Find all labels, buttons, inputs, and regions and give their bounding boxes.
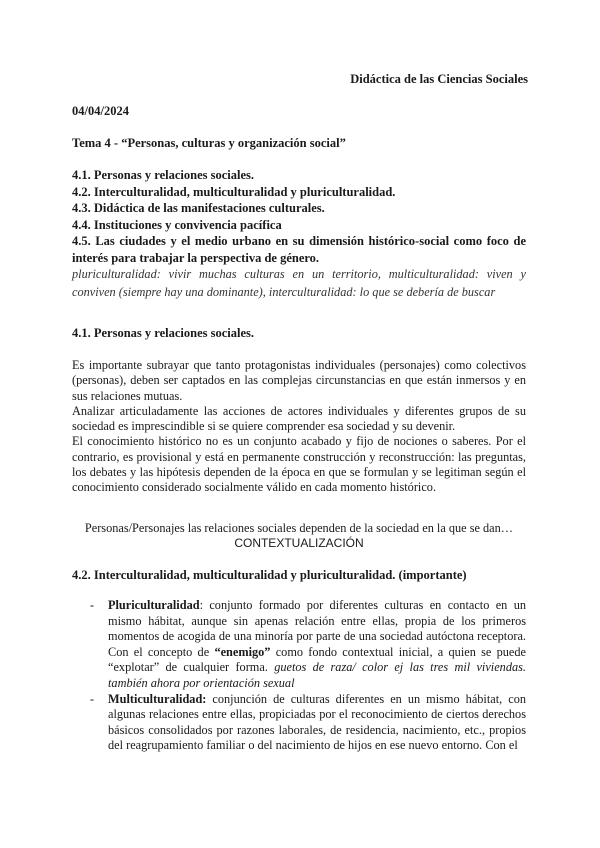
section-heading: 4.2. Interculturalidad, multiculturalidad y pluriculturalidad. (importante) <box>72 568 467 582</box>
section-body <box>72 358 526 496</box>
toc-item: 4.4. Instituciones y convivencia pacífica <box>72 217 282 232</box>
list-item <box>90 692 526 754</box>
definition-text: : conjunto formado por diferentes culturas en contacto en un mismo hábitat, aunque sin apenas relación entre ellas, propia de los primeros momentos de acogida de una minoría por parte de una sociedad autóctona receptora. Con el concepto de <box>108 598 526 659</box>
topic-title: Tema 4 - “Personas, culturas y organización social” <box>72 136 346 150</box>
definition-text: como fondo contextual inicial, a quien se puede “explotar” de cualquier forma. <box>108 644 526 675</box>
italic-note: guetos de raza/ color ej las tres mil viviendas. también ahora por orientación sexual <box>108 660 526 690</box>
bullet-dash: - <box>90 598 95 612</box>
term: Multiculturalidad: <box>108 691 207 706</box>
list-item <box>90 598 526 692</box>
course-header: Didáctica de las Ciencias Sociales <box>350 72 528 86</box>
toc-item: 4.3. Didáctica de las manifestaciones culturales. <box>72 201 325 216</box>
toc-item: 4.2. Interculturalidad, multiculturalidad y pluriculturalidad. <box>72 184 396 199</box>
definition-list <box>90 598 526 754</box>
date: 04/04/2024 <box>72 104 129 118</box>
handwritten-note: pluriculturalidad: vivir muchas culturas en un territorio, multiculturalidad: viven y conviven (siempre hay una dominante), interculturalidad: lo que se debería de buscar <box>72 267 526 299</box>
toc-item: 4.5. Las ciudades y el medio urbano en su dimensión histórico-social como foco de interés para trabajar la perspectiva de género. <box>72 234 526 265</box>
paragraph: El conocimiento histórico no es un conjunto acabado y fijo de nociones o saberes. Por el contrario, es provisional y está en permanente construcción y reconstrucción: las preguntas, los debates y las hipótesis dependen de la época en que se formulan y se legitiman según el conocimiento considerado socialmente válido en cada momento histórico. <box>72 434 526 495</box>
table-of-contents <box>72 167 526 267</box>
contextualization-label: CONTEXTUALIZACIÓN <box>234 535 364 550</box>
paragraph: Analizar articuladamente las acciones de actores individuales y diferentes grupos de su sociedad es imprescindible si se quiere comprender esa sociedad y su devenir. <box>72 403 526 434</box>
definition-text: conjunción de culturas diferentes en un mismo hábitat, con algunas relaciones entre ellas, propiciadas por el reconocimiento de ciertos derechos básicos consolidados por razones laborales, de residencia, nacimiento, etc., propios del reagrupamiento familiar o del nacimiento de hijos en ese nuevo entorno. Con el <box>108 691 526 753</box>
emphasis: “enemigo” <box>214 644 271 659</box>
toc-item: 4.1. Personas y relaciones sociales. <box>72 168 255 182</box>
section-heading: 4.1. Personas y relaciones sociales. <box>72 326 255 340</box>
centered-note <box>72 521 526 550</box>
term: Pluriculturalidad <box>108 598 200 612</box>
bullet-dash: - <box>90 691 95 706</box>
centered-line: Personas/Personajes las relaciones sociales dependen de la sociedad en la que se dan… <box>84 521 514 535</box>
paragraph: Es importante subrayar que tanto protagonistas individuales (personajes) como colectivos (personas), deben ser captados en las complejas circunstancias en que están inmersos y en sus relaciones mutuas. <box>72 358 526 403</box>
